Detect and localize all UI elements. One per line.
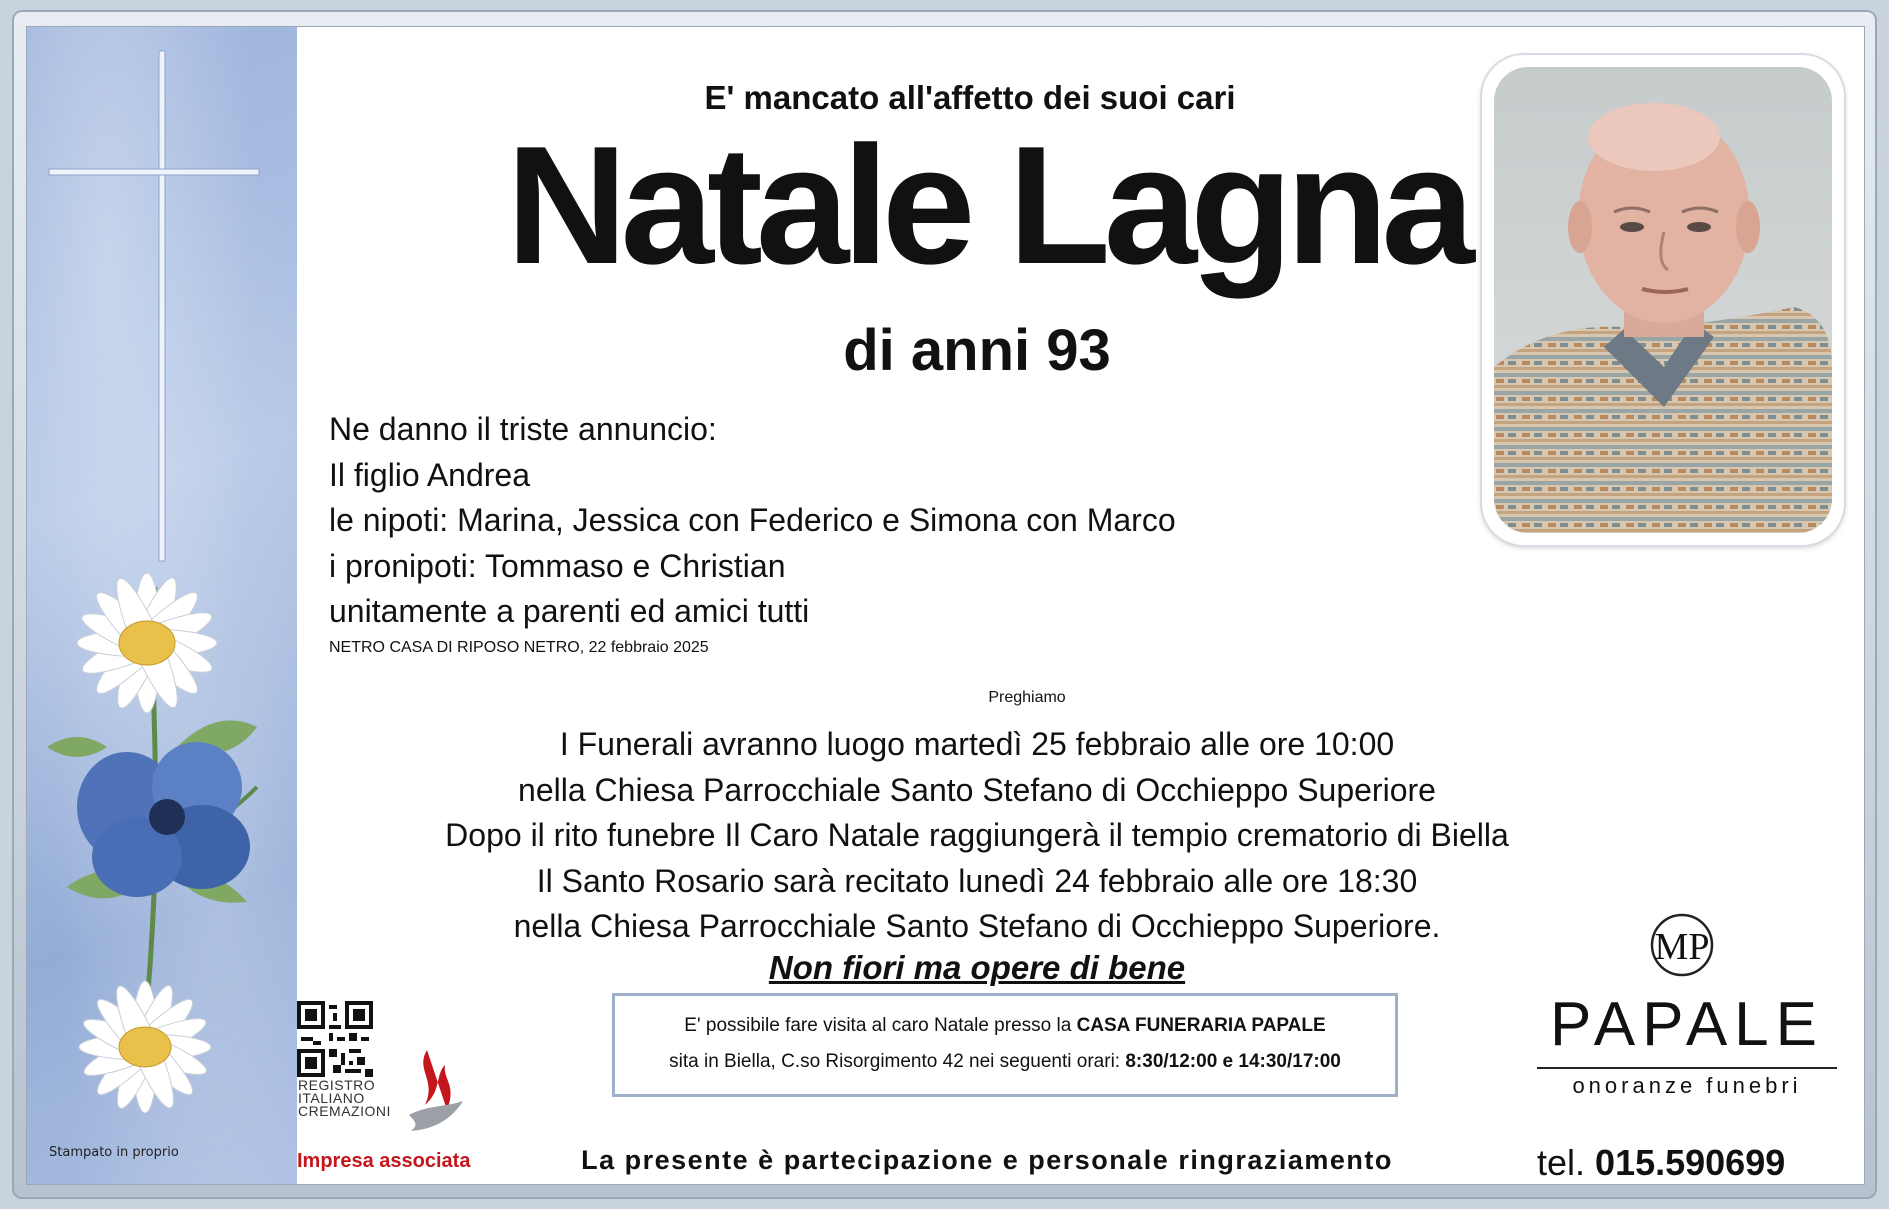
funeral-line: nella Chiesa Parrocchiale Santo Stefano di Occhieppo Superiore. <box>513 908 1441 944</box>
portrait-image <box>1494 67 1832 533</box>
monogram-text: MP <box>1654 926 1710 968</box>
mp-monogram-icon <box>1632 897 1732 997</box>
registry-name: REGISTRO ITALIANO CREMAZIONI <box>298 1077 391 1119</box>
announcement-line: i pronipoti: Tommaso e Christian <box>329 547 786 584</box>
announcement-line: unitamente a parenti ed amici tutti <box>329 593 810 629</box>
cross-icon <box>49 51 259 561</box>
associate-label: Impresa associata <box>297 1150 471 1172</box>
floral-illustration <box>27 27 297 1184</box>
blue-flower-icon <box>77 742 250 897</box>
no-flowers-note: Non fiori ma opere di bene <box>768 949 1186 986</box>
brand-subtitle: onoranze funebri <box>1572 1073 1802 1098</box>
funeral-details <box>427 722 1527 950</box>
obituary-card <box>26 26 1865 1185</box>
thanks-line: La presente è partecipazione e personale ringraziamento <box>581 1145 1393 1175</box>
phone-number: 015.590699 <box>1595 1142 1786 1183</box>
location-date: NETRO CASA DI RIPOSO NETRO, 22 febbraio 2025 <box>329 639 709 656</box>
deceased-age: di anni 93 <box>843 318 1111 383</box>
brand-name: PAPALE <box>1549 990 1825 1059</box>
portrait-photo <box>1482 55 1844 545</box>
daisy-icon <box>77 573 217 713</box>
funeral-line: I Funerali avranno luogo martedì 25 febbraio alle ore 10:00 <box>559 726 1395 762</box>
daisy-icon <box>79 981 211 1113</box>
deceased-name: Natale Lagna <box>506 111 1468 299</box>
visit-line-2: sita in Biella, C.so Risorgimento 42 nei seguenti orari: 8:30/12:00 e 14:30/17:00 <box>669 1051 1341 1072</box>
prayer-label: Preghiamo <box>988 689 1066 706</box>
funeral-line: nella Chiesa Parrocchiale Santo Stefano di Occhieppo Superiore <box>518 771 1436 808</box>
funeral-line: Il Santo Rosario sarà recitato lunedì 24 febbraio alle ore 18:30 <box>536 862 1418 899</box>
printed-note: Stampato in proprio <box>49 1145 179 1160</box>
phone-prefix: tel. <box>1537 1142 1586 1183</box>
floral-side-panel <box>27 27 297 1184</box>
announcement-line: le nipoti: Marina, Jessica con Federico e Simona con Marco <box>329 502 1176 538</box>
visit-line-1: E' possibile fare visita al caro Natale presso la CASA FUNERARIA PAPALE <box>684 1015 1326 1036</box>
header-line: E' mancato all'affetto dei suoi cari <box>704 79 1236 116</box>
phone-line <box>1537 1142 1857 1184</box>
qr-code-icon <box>297 1001 373 1077</box>
flame-dove-icon <box>397 1045 467 1145</box>
visit-info-box <box>612 993 1398 1097</box>
announcement-line: Il figlio Andrea <box>329 456 531 493</box>
announcement-line: Ne danno il triste annuncio: <box>329 411 717 447</box>
announcement-block <box>329 407 1329 635</box>
brand-divider <box>1537 1067 1837 1069</box>
funeral-line: Dopo il rito funebre Il Caro Natale raggiungerà il tempio crematorio di Biella <box>445 817 1509 853</box>
